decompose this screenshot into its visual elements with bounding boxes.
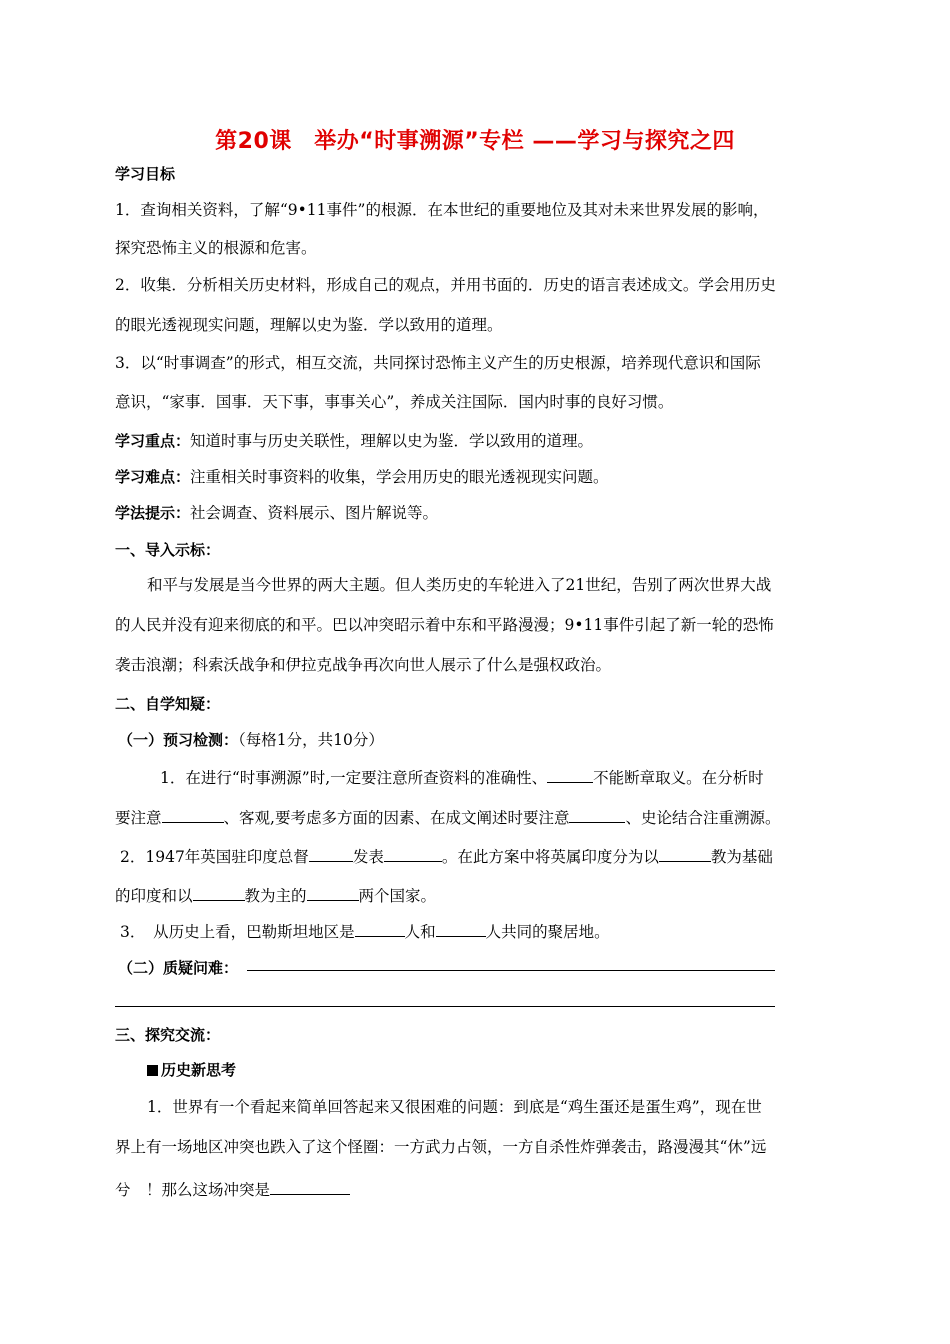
method-text: 社会调查、资料展示、图片解说等。	[190, 504, 439, 522]
section3-paragraph-line-3	[115, 1178, 350, 1200]
goal-1-line-1: 1．查询相关资料，了解“9•11事件”的根源．在本世纪的重要地位及其对未来世界发展的影响，	[115, 201, 769, 219]
answer-blank[interactable]	[547, 766, 593, 783]
section3-paragraph-line-2: 界上有一场地区冲突也跌入了这个怪圈：一方武力占领，一方自杀性炸弹袭击，路漫漫其“休”远	[115, 1138, 767, 1156]
answer-blank[interactable]	[355, 920, 405, 937]
preview-check-label: （一）预习检测：	[118, 731, 239, 749]
question-1-text-e: 、史论结合注重溯源。	[625, 809, 781, 827]
difficulty-text: 注重相关时事资料的收集，学会用历史的眼光透视现实问题。	[190, 468, 609, 486]
history-thinking-heading	[147, 1060, 236, 1080]
question-1-text-d: 、客观,要考虑多方面的因素、在成文阐述时要注意	[223, 809, 570, 827]
question-1-line-1	[160, 766, 764, 788]
question-1-text-c: 要注意	[115, 809, 162, 827]
method-line	[115, 503, 438, 523]
difficulty-label: 学习难点：	[115, 468, 191, 486]
page-title: 第20课 举办“时事溯源”专栏 ——学习与探究之四	[215, 129, 735, 154]
difficulty-line	[115, 467, 609, 487]
answer-blank[interactable]	[162, 806, 224, 823]
focus-text: 知道时事与历史关联性，理解以史为鉴．学以致用的道理。	[190, 432, 594, 450]
question-1-text-a: 1．在进行“时事溯源”时,一定要注意所查资料的准确性、	[160, 769, 548, 787]
question-2-line-1	[120, 845, 773, 867]
section1-paragraph-line-3: 袭击浪潮；科索沃战争和伊拉克战争再次向世人展示了什么是强权政治。	[115, 656, 612, 674]
section3-question-text: 兮 ！那么这场冲突是	[115, 1181, 271, 1199]
question-raising-answer-line-2[interactable]	[115, 1006, 775, 1007]
question-2-text-c: 。在此方案中将英属印度分为以	[441, 848, 659, 866]
question-3-text-a: 3． 从历史上看，巴勒斯坦地区是	[120, 923, 355, 941]
answer-blank[interactable]	[436, 920, 486, 937]
section1-paragraph-line-1: 和平与发展是当今世界的两大主题。但人类历史的车轮进入了21世纪，告别了两次世界大战	[147, 576, 772, 594]
section1-heading: 一、导入示标：	[115, 541, 221, 559]
answer-blank[interactable]	[309, 845, 353, 862]
question-3-text-b: 人和	[404, 923, 436, 941]
question-2-text-b: 发表	[352, 848, 384, 866]
question-raising-answer-line-1[interactable]	[247, 970, 775, 971]
goal-1-line-2: 探究恐怖主义的根源和危害。	[115, 239, 317, 257]
question-2-text-a: 2．1947年英国驻印度总督	[120, 848, 309, 866]
goal-3-line-1: 3．以“时事调查”的形式，相互交流，共同探讨恐怖主义产生的历史根源，培养现代意识和国际	[115, 354, 761, 372]
question-3-text-c: 人共同的聚居地。	[485, 923, 610, 941]
answer-blank[interactable]	[569, 806, 625, 823]
section2-heading: 二、自学知疑：	[115, 695, 221, 713]
question-3-line	[120, 920, 610, 942]
goal-3-line-2: 意识，“家事．国事．天下事，事事关心”，养成关注国际．国内时事的良好习惯。	[115, 393, 674, 411]
answer-blank[interactable]	[659, 845, 711, 862]
question-raising-label: （二）质疑问难：	[118, 959, 239, 977]
section1-paragraph-line-2: 的人民并没有迎来彻底的和平。巴以冲突昭示着中东和平路漫漫；9•11事件引起了新一轮的恐怖	[115, 616, 774, 634]
answer-blank[interactable]	[270, 1178, 350, 1195]
answer-blank[interactable]	[384, 845, 442, 862]
goal-2-line-2: 的眼光透视现实问题，理解以史为鉴．学以致用的道理。	[115, 316, 503, 334]
focus-line	[115, 431, 593, 451]
goal-2-line-1: 2．收集．分析相关历史材料，形成自己的观点，并用书面的．历史的语言表述成文。学会用历史	[115, 276, 776, 294]
answer-blank[interactable]	[193, 884, 245, 901]
question-2-text-g: 两个国家。	[358, 887, 437, 905]
goals-heading: 学习目标	[115, 165, 176, 183]
preview-check-line	[118, 730, 384, 750]
question-1-line-2	[115, 806, 780, 828]
focus-label: 学习重点：	[115, 432, 191, 450]
question-2-text-e: 的印度和以	[115, 887, 193, 905]
question-2-line-2	[115, 884, 436, 906]
question-2-text-d: 教为基础	[710, 848, 773, 866]
square-bullet-icon	[147, 1065, 158, 1076]
question-1-text-b: 不能断章取义。在分析时	[593, 769, 764, 787]
history-thinking-label: 历史新思考	[161, 1061, 237, 1079]
question-2-text-f: 教为主的	[244, 887, 307, 905]
section3-paragraph-line-1: 1．世界有一个看起来简单回答起来又很困难的问题：到底是“鸡生蛋还是蛋生鸡”，现在世	[147, 1098, 762, 1116]
method-label: 学法提示：	[115, 504, 191, 522]
section3-heading: 三、探究交流：	[115, 1026, 221, 1044]
preview-check-note: （每格1分，共10分）	[238, 731, 384, 749]
answer-blank[interactable]	[307, 884, 359, 901]
